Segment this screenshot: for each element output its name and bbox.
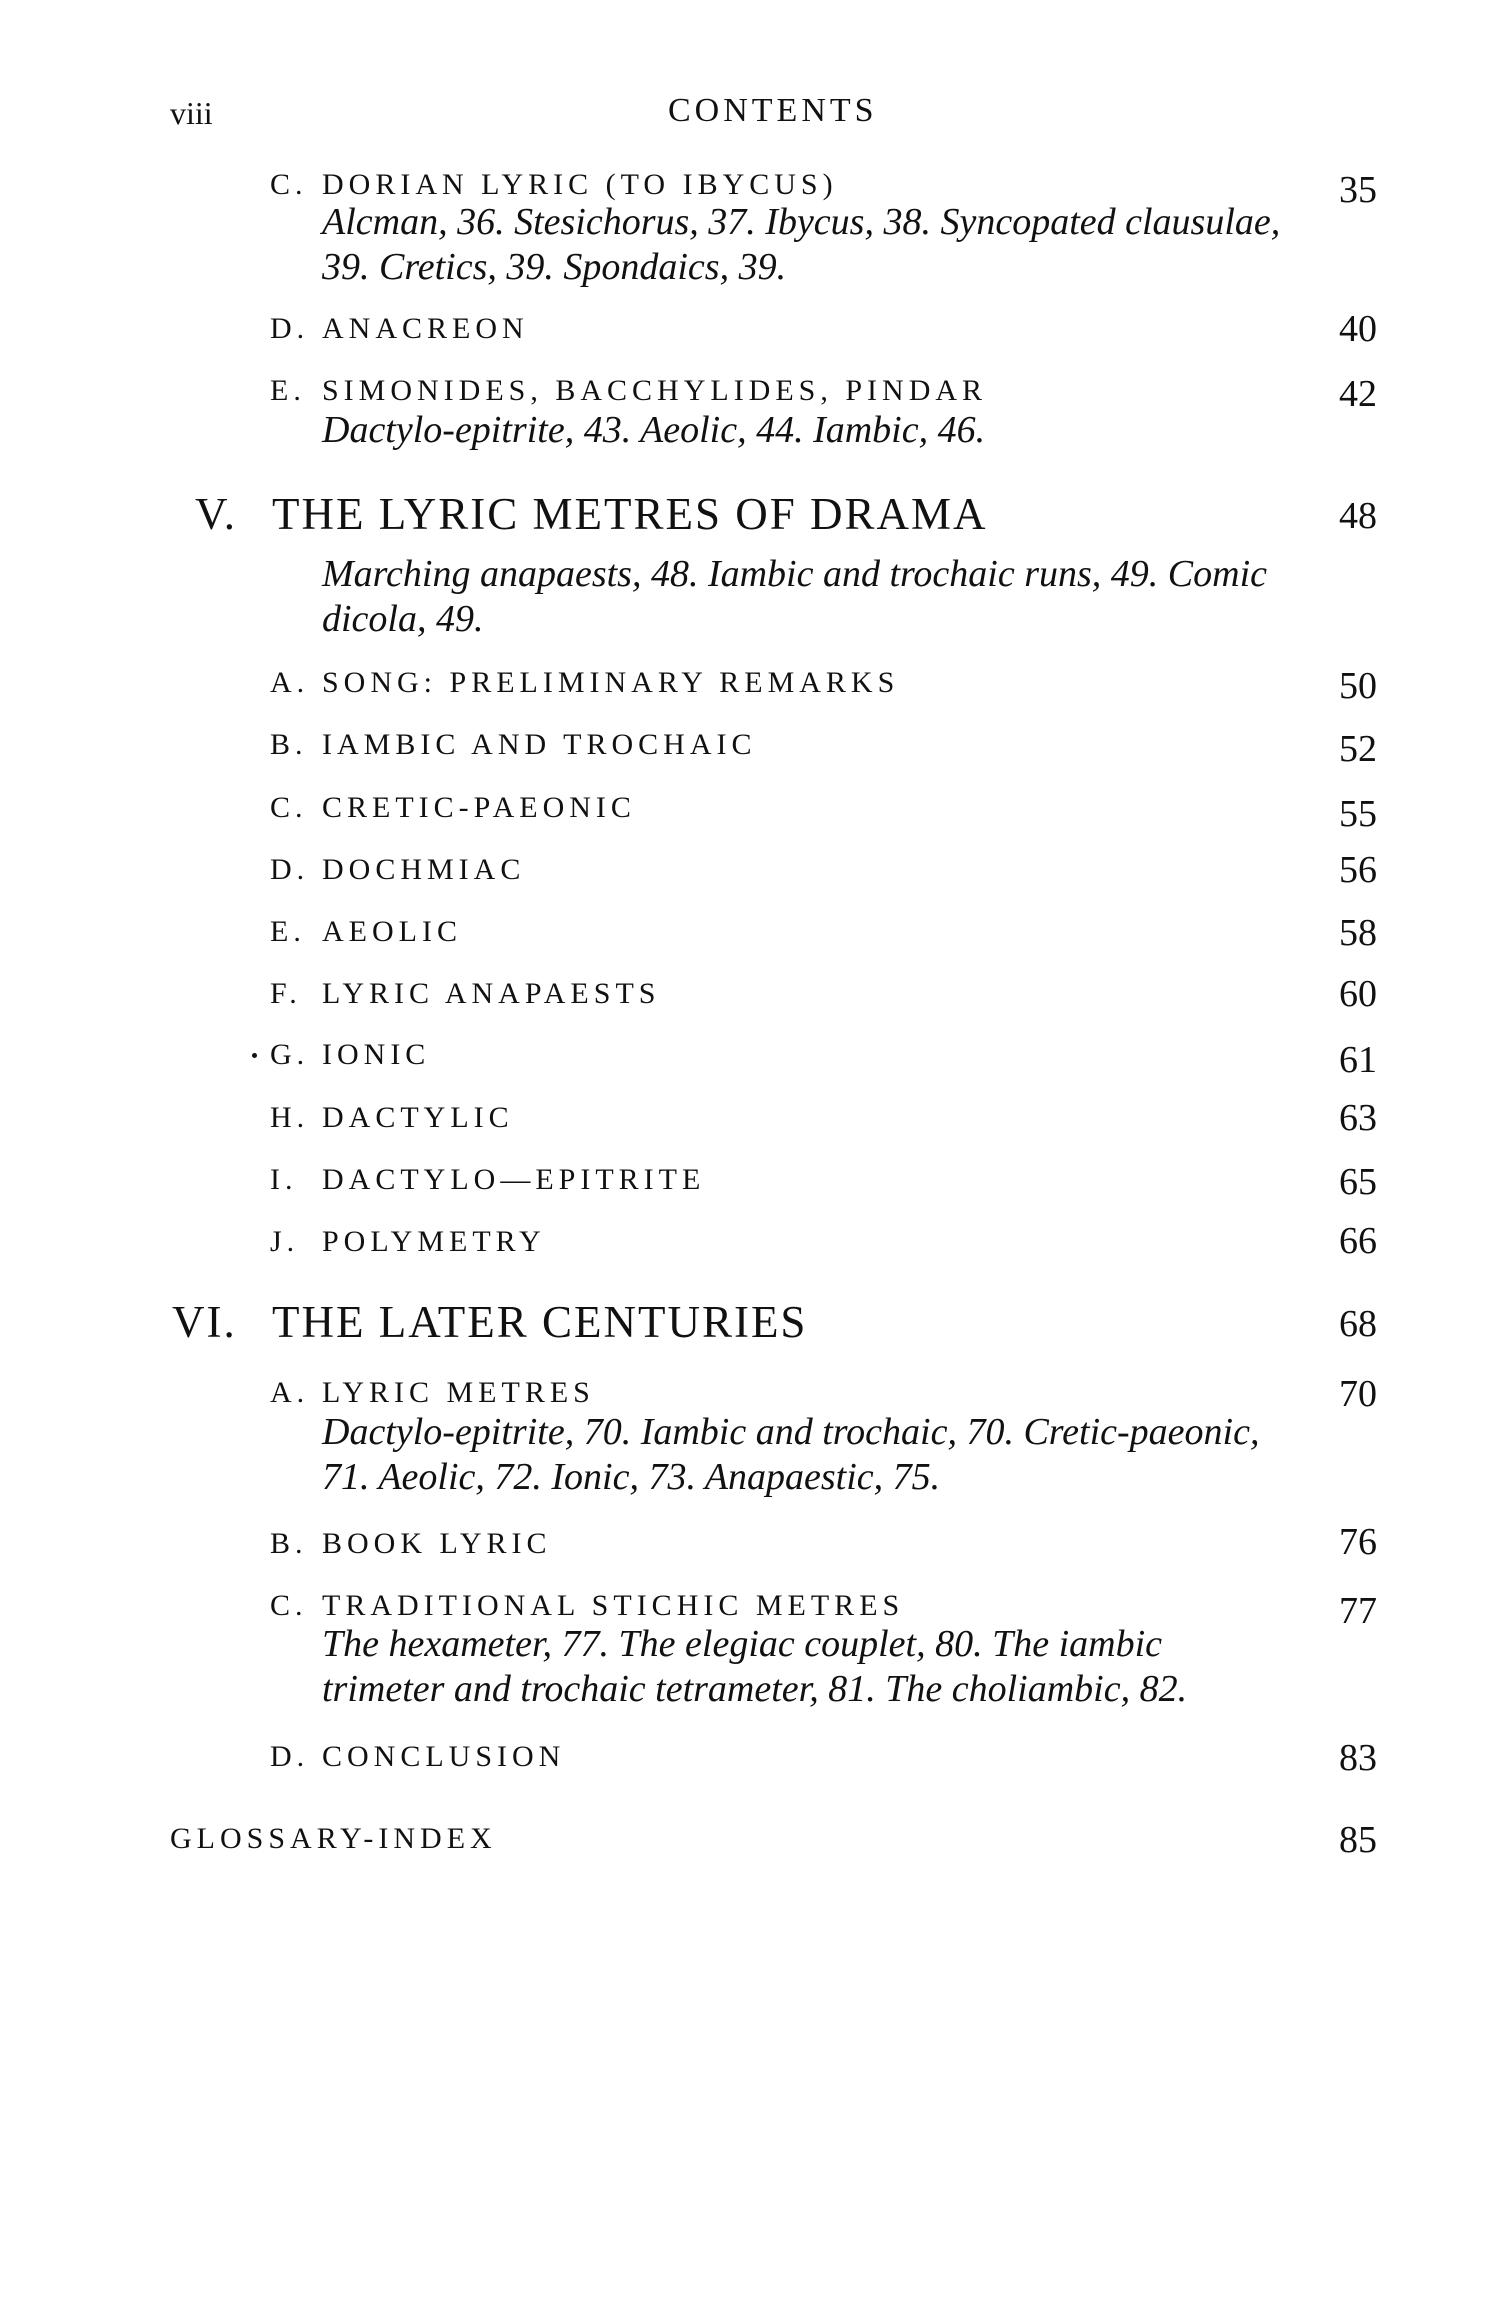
section-title: DOCHMIAC	[322, 853, 526, 886]
chapter-details: Marching anapaests, 48. Iambic and trochaic runs, 49. Comic dicola, 49.	[322, 553, 1267, 640]
entry-title: ANACREON	[322, 312, 529, 345]
chapter-title: THE LYRIC METRES OF DRAMA	[272, 489, 988, 539]
section-page: 63	[1339, 1097, 1377, 1139]
section-letter: G.	[270, 1038, 310, 1071]
entry-details: Dactylo-epitrite, 43. Aeolic, 44. Iambic, 46.	[322, 409, 986, 451]
section-title: CONCLUSION	[322, 1740, 566, 1773]
section-page: 76	[1339, 1521, 1377, 1563]
glossary-title: GLOSSARY-INDEX	[170, 1822, 497, 1855]
page-number: viii	[170, 95, 213, 131]
section-page: 60	[1339, 973, 1377, 1015]
entry-title: DORIAN LYRIC (TO IBYCUS)	[322, 168, 838, 201]
section-title: LYRIC ANAPAESTS	[322, 977, 661, 1010]
entry-letter: D.	[270, 312, 310, 345]
chapter-title: THE LATER CENTURIES	[272, 1297, 808, 1347]
section-page: 65	[1339, 1161, 1377, 1203]
section-title: BOOK LYRIC	[322, 1527, 552, 1560]
section-page: 83	[1339, 1737, 1377, 1779]
entry-letter: C.	[270, 168, 308, 201]
entry-page: 42	[1339, 373, 1377, 415]
section-title: TRADITIONAL STICHIC METRES	[322, 1589, 905, 1622]
section-title: DACTYLIC	[322, 1101, 514, 1134]
entry-details: Alcman, 36. Stesichorus, 37. Ibycus, 38. Syncopated clausulae, 39. Cretics, 39. Spondaics, 39.	[322, 201, 1281, 288]
chapter-page: 48	[1339, 495, 1377, 537]
section-title: IAMBIC AND TROCHAIC	[322, 728, 757, 761]
section-page: 56	[1339, 849, 1377, 891]
section-letter: D.	[270, 853, 310, 886]
section-letter: I.	[270, 1163, 298, 1196]
section-letter: A.	[270, 666, 310, 699]
entry-title: SIMONIDES, BACCHYLIDES, PINDAR	[322, 374, 988, 407]
entry-letter: E.	[270, 374, 306, 407]
entry-page: 35	[1339, 169, 1377, 211]
section-letter: E.	[270, 915, 306, 948]
glossary-page: 85	[1339, 1819, 1377, 1861]
section-title: LYRIC METRES	[322, 1376, 595, 1409]
page-title: CONTENTS	[668, 92, 878, 129]
chapter-page: 68	[1339, 1303, 1377, 1345]
section-page: 58	[1339, 912, 1377, 954]
section-page: 61	[1339, 1039, 1377, 1081]
section-page: 70	[1339, 1373, 1377, 1415]
section-letter: J.	[270, 1225, 300, 1258]
section-page: 55	[1339, 793, 1377, 835]
section-letter: H.	[270, 1101, 310, 1134]
section-letter: F.	[270, 977, 302, 1010]
section-letter: B.	[270, 1527, 308, 1560]
entry-page: 40	[1339, 308, 1377, 350]
section-page: 77	[1339, 1590, 1377, 1632]
chapter-numeral: VI.	[172, 1297, 237, 1347]
section-page: 50	[1339, 665, 1377, 707]
section-letter: C.	[270, 791, 308, 824]
section-details: Dactylo-epitrite, 70. Iambic and trochaic, 70. Cretic-paeonic, 71. Aeolic, 72. Ionic, 73. Anapaestic, 75.	[322, 1411, 1260, 1498]
section-letter: A.	[270, 1376, 310, 1409]
chapter-numeral: V.	[195, 489, 237, 539]
section-details: The hexameter, 77. The elegiac couplet, 80. The iambic trimeter and trochaic tetrameter, 81. The choliambic, 82.	[322, 1623, 1188, 1710]
section-title: AEOLIC	[322, 915, 462, 948]
section-page: 66	[1339, 1220, 1377, 1262]
section-title: CRETIC-PAEONIC	[322, 791, 636, 824]
section-letter: B.	[270, 728, 308, 761]
bullet-mark-icon	[252, 1053, 257, 1058]
section-title: POLYMETRY	[322, 1225, 546, 1258]
section-letter: C.	[270, 1589, 308, 1622]
section-title: IONIC	[322, 1038, 431, 1071]
section-title: DACTYLO—EPITRITE	[322, 1163, 706, 1196]
section-title: SONG: PRELIMINARY REMARKS	[322, 666, 900, 699]
section-page: 52	[1339, 728, 1377, 770]
section-letter: D.	[270, 1740, 310, 1773]
